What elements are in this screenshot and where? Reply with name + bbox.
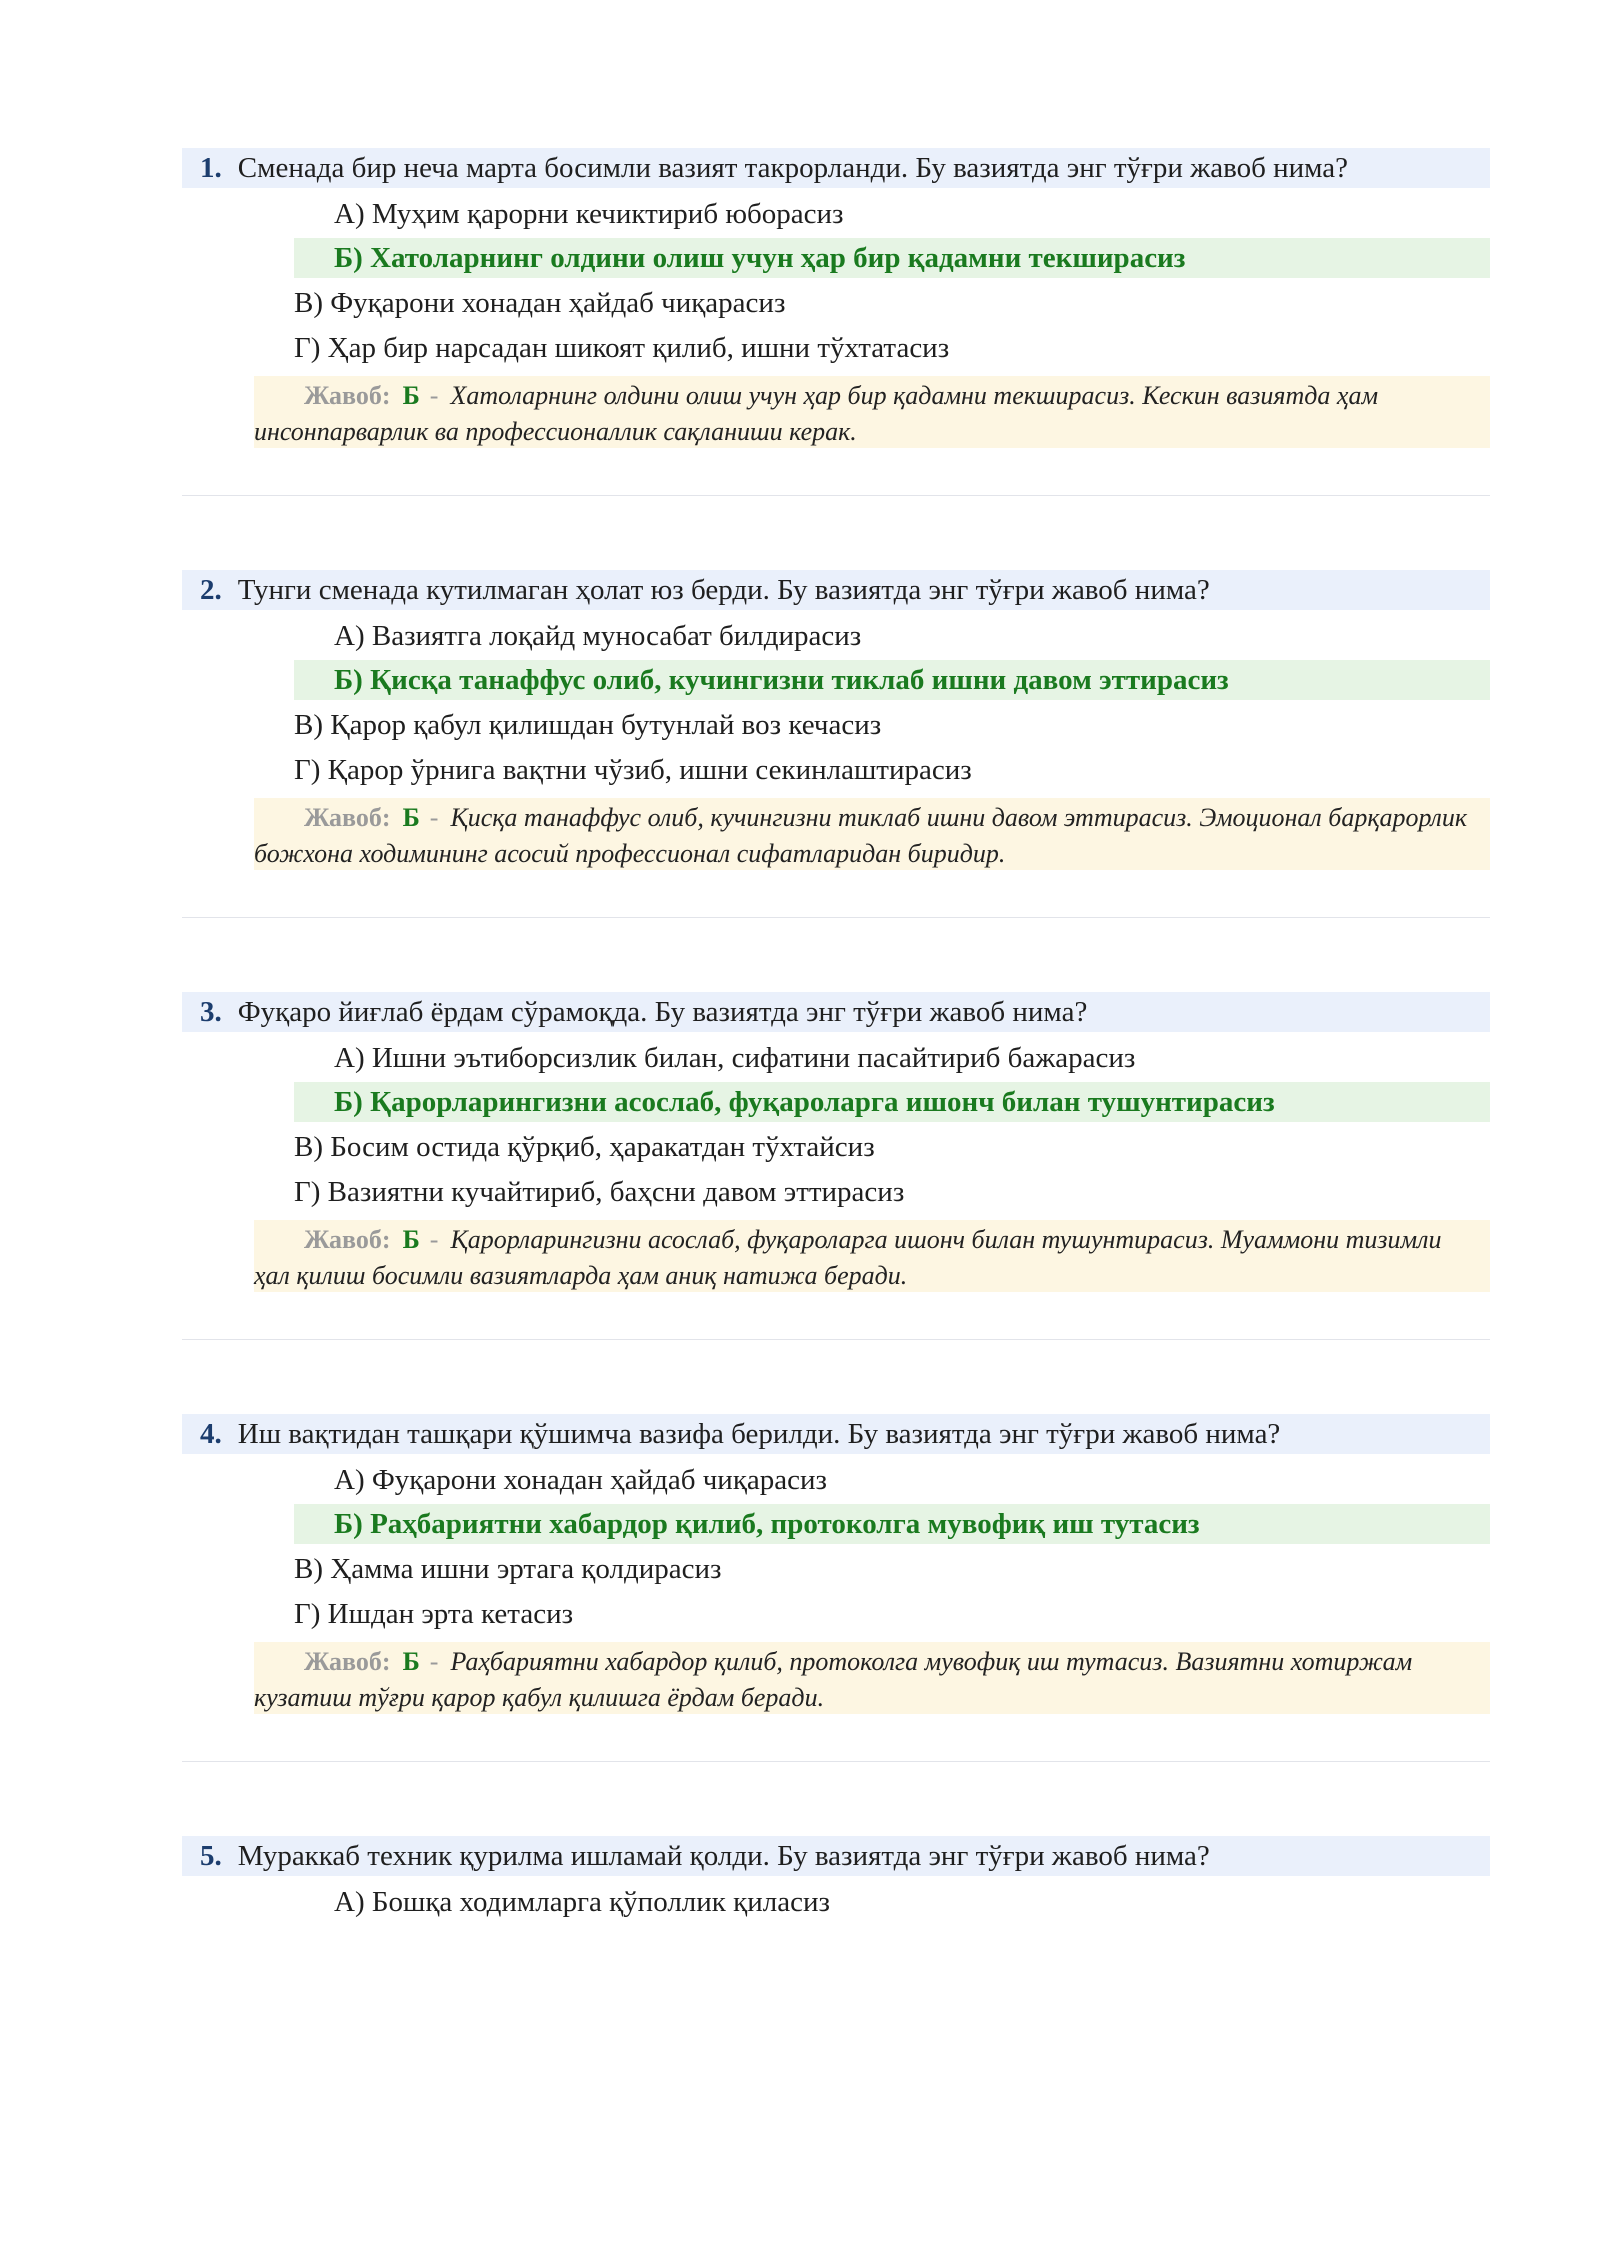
option-b-correct: Б) Хатоларнинг олдини олиш учун ҳар бир қадамни текширасиз	[294, 238, 1490, 278]
answer-letter: Б	[402, 1647, 420, 1676]
answer-letter: Б	[402, 1225, 420, 1254]
answer-box	[254, 1642, 1490, 1714]
divider	[182, 917, 1490, 918]
option-d: Г) Ҳар бир нарсадан шикоят қилиб, ишни тўхтатасиз	[294, 332, 950, 364]
question-block-2	[182, 570, 1490, 992]
question-line	[182, 1836, 1490, 1876]
question-block-5	[182, 1836, 1490, 2258]
question-block-1	[182, 148, 1490, 570]
option-b-correct: Б) Раҳбариятни хабардор қилиб, протоколга мувофиқ иш тутасиз	[294, 1504, 1490, 1544]
question-block-3	[182, 992, 1490, 1414]
option-a: А) Ишни эътиборсизлик билан, сифатини пасайтириб бажарасиз	[334, 1042, 1136, 1074]
answer-explanation: Раҳбариятни хабардор қилиб, протоколга мувофиқ иш тутасиз. Вазиятни хотиржам кузатиш тўғри қарор қабул қилишга ёрдам беради.	[254, 1647, 1413, 1712]
question-number: 5.	[200, 1840, 222, 1872]
question-text: Тунги сменада кутилмаган ҳолат юз берди. Бу вазиятда энг тўғри жавоб нима?	[237, 574, 1210, 606]
answer-letter: Б	[402, 381, 420, 410]
option-a: А) Фуқарони хонадан ҳайдаб чиқарасиз	[334, 1464, 827, 1496]
option-b-correct: Б) Қисқа танаффус олиб, кучингизни тиклаб ишни давом эттирасиз	[294, 660, 1490, 700]
question-line	[182, 1414, 1490, 1454]
answer-explanation: Қарорларингизни асослаб, фуқароларга ишонч билан тушунтирасиз. Муаммони тизимли ҳал қилиш босимли вазиятларда ҳам аниқ натижа беради.	[254, 1225, 1442, 1290]
answer-box	[254, 798, 1490, 870]
option-a: А) Вазиятга лоқайд муносабат билдирасиз	[334, 620, 862, 652]
question-line	[182, 570, 1490, 610]
question-text: Сменада бир неча марта босимли вазият такрорланди. Бу вазиятда энг тўғри жавоб нима?	[237, 152, 1349, 184]
question-text: Фуқаро йиғлаб ёрдам сўрамоқда. Бу вазиятда энг тўғри жавоб нима?	[237, 996, 1088, 1028]
answer-dash: -	[429, 381, 439, 410]
divider	[182, 495, 1490, 496]
question-line	[182, 148, 1490, 188]
option-a: А) Муҳим қарорни кечиктириб юборасиз	[334, 198, 844, 230]
option-d: Г) Ишдан эрта кетасиз	[294, 1598, 574, 1630]
answer-box	[254, 1220, 1490, 1292]
question-number: 3.	[200, 996, 222, 1028]
answer-box	[254, 376, 1490, 448]
answer-dash: -	[429, 803, 439, 832]
question-line	[182, 992, 1490, 1032]
question-number: 2.	[200, 574, 222, 606]
question-block-4	[182, 1414, 1490, 1836]
option-b-correct: Б) Қарорларингизни асослаб, фуқароларга ишонч билан тушунтирасиз	[294, 1082, 1490, 1122]
answer-dash: -	[429, 1225, 439, 1254]
answer-explanation: Хатоларнинг олдини олиш учун ҳар бир қадамни текширасиз. Кескин вазиятда ҳам инсонпарварлик ва профессионаллик сақланиши керак.	[254, 381, 1379, 446]
option-d: Г) Қарор ўрнига вақтни чўзиб, ишни секинлаштирасиз	[294, 754, 972, 786]
answer-label: Жавоб:	[304, 381, 391, 410]
question-text: Мураккаб техник қурилма ишламай қолди. Бу вазиятда энг тўғри жавоб нима?	[237, 1840, 1210, 1872]
answer-label: Жавоб:	[304, 803, 391, 832]
option-c: В) Қарор қабул қилишдан бутунлай воз кечасиз	[294, 709, 882, 741]
option-c: В) Фуқарони хонадан ҳайдаб чиқарасиз	[294, 287, 786, 319]
divider	[182, 1339, 1490, 1340]
answer-letter: Б	[402, 803, 420, 832]
answer-explanation: Қисқа танаффус олиб, кучингизни тиклаб ишни давом эттирасиз. Эмоционал барқарорлик божхона ходимининг асосий профессионал сифатларидан биридир.	[254, 803, 1468, 868]
question-text: Иш вақтидан ташқари қўшимча вазифа берилди. Бу вазиятда энг тўғри жавоб нима?	[237, 1418, 1281, 1450]
option-a: А) Бошқа ходимларга қўполлик қиласиз	[334, 1886, 830, 1918]
answer-label: Жавоб:	[304, 1225, 391, 1254]
option-c: В) Босим остида қўрқиб, ҳаракатдан тўхтайсиз	[294, 1131, 875, 1163]
option-d: Г) Вазиятни кучайтириб, баҳсни давом эттирасиз	[294, 1176, 905, 1208]
answer-dash: -	[429, 1647, 439, 1676]
answer-label: Жавоб:	[304, 1647, 391, 1676]
divider	[182, 1761, 1490, 1762]
question-number: 1.	[200, 152, 222, 184]
quiz-page	[182, 148, 1490, 2258]
question-number: 4.	[200, 1418, 222, 1450]
option-c: В) Ҳамма ишни эртага қолдирасиз	[294, 1553, 722, 1585]
